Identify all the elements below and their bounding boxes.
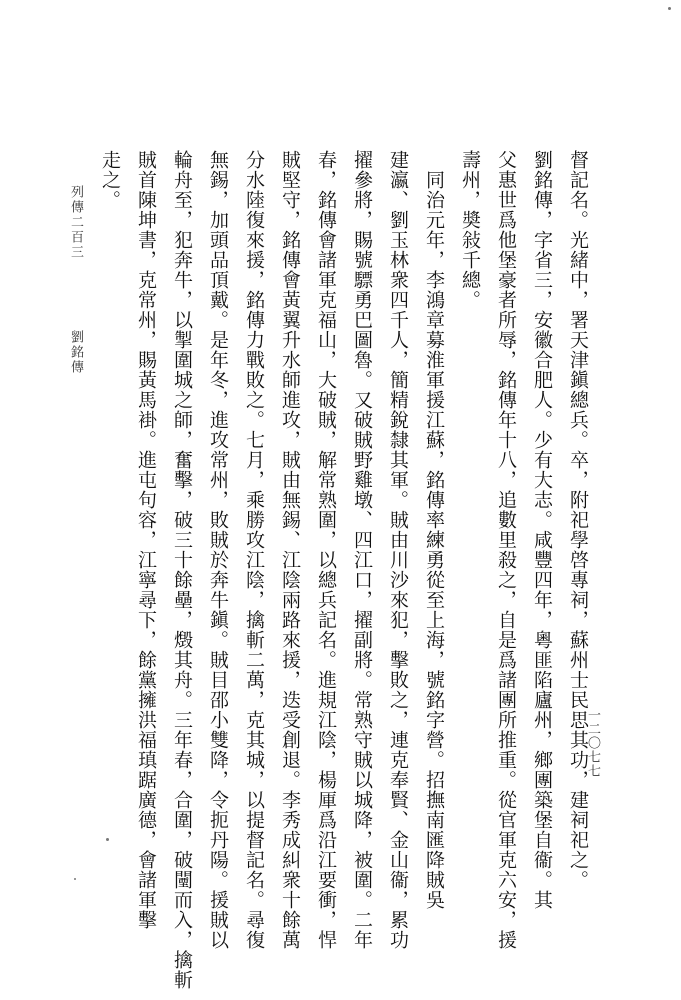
biography-header: 劉銘傳 [68,330,83,375]
scan-speck [74,878,76,880]
text-column-1: 督記名。光緒中，署天津鎭總兵。卒，附祀學啓專祠，蘇州士民思其功，建祠祀之。 [567,150,589,890]
volume-header: 列傳二百三 [68,185,83,260]
scan-speck [668,7,671,10]
text-column-4: 壽州，奬敍千總。 [459,150,481,310]
page-number: 一二〇七七 [585,708,600,778]
text-column-14: 走之。 [99,150,121,210]
text-column-12: 輪舟至，犯奔牛，以掣圍城之師，奮擊，破三十餘壘，燬其舟。三年春，合圍，破闉而入，擒斬 [171,150,193,990]
scan-speck [106,838,109,841]
text-column-13: 賊首陳坤書，克常州，賜黃馬褂。進屯句容，江寧尋下，餘黨擁洪福瑱踞廣德，會諸軍擊 [135,150,157,930]
text-column-5: 同治元年，李鴻章募淮軍援江蘇，銘傳率練勇從至上海，號銘字營。招撫南匯降賊吳 [423,170,445,910]
text-column-9: 賊堅守，銘傳會黃翼升水師進攻，賊由無錫、江陰兩路來援，迭受創退。李秀成糾衆十餘萬 [279,150,301,950]
text-column-10: 分水陸復來援，銘傳力戰敗之。七月，乘勝攻江陰，擒斬二萬，克其城，以提督記名。尋復 [243,150,265,950]
text-column-3: 父惠世爲他堡豪者所辱，銘傳年十八，追數里殺之，自是爲諸團所推重。從官軍克六安，援 [495,150,517,950]
text-column-7: 擢參將，賜號驃勇巴圖魯。又破賊野雞墩、四江口，擢副將。常熟守賊以城降，被圍。二年 [351,150,373,950]
text-column-6: 建瀛、劉玉林衆四千人，簡精銳隸其軍。賊由川沙來犯，擊敗之，連克奉賢、金山衞，累功 [387,150,409,950]
text-column-8: 春，銘傳會諸軍克福山，大破賊，解常熟圍，以總兵記名。進規江陰，楊厙爲沿江要衝，悍 [315,150,337,950]
text-column-2: 劉銘傳，字省三，安徽合肥人。少有大志。咸豐四年，粵匪陷廬州，鄉團築堡自衞。其 [531,150,553,910]
text-column-11: 無錫，加頭品頂戴。是年冬，進攻常州，敗賊於奔牛鎭。賊目邵小雙降，令扼丹陽。援賊以 [207,150,229,950]
